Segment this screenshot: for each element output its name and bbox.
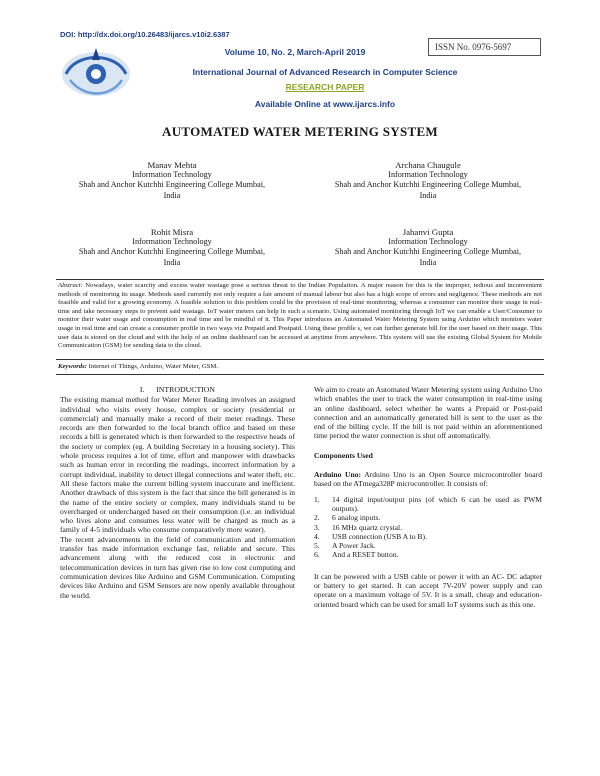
subheading-components-used: Components Used: [314, 450, 373, 460]
list-item: [314, 532, 542, 541]
arduino-feature-list: [314, 495, 542, 560]
author-country: India: [419, 190, 437, 200]
author-name: Jahanvi Gupta: [402, 227, 454, 237]
paper-type: RESEARCH PAPER: [285, 82, 365, 92]
list-item: [314, 541, 542, 550]
list-item: [314, 523, 542, 532]
list-text: 6 analog inputs.: [332, 513, 381, 523]
keywords-bottom-rule: [56, 374, 544, 375]
author-block-4: [318, 227, 538, 268]
list-text: USB connection (USB A to B).: [332, 531, 427, 541]
abstract: [58, 282, 542, 351]
author-block-1: [62, 160, 282, 201]
list-number: 4.: [314, 531, 320, 541]
author-name: Manav Mehta: [147, 160, 197, 170]
author-country: India: [163, 257, 181, 267]
intro-paragraph-1: The existing manual method for Water Meter Reading involves an assigned individual who visits every house, complex or society (residential or commercial) and manually make a record of their meter readings. These records are then forwarded to the local branch office and based on these records a bill is generated which is then forwarded to the respective heads of the society or complex (eg. A building Secretary in a housing society). This whole process requires a lot of time, effort and manpower with drawbacks such as human error in recording the readings, incorrect information by a corrupt individual, inability to detect illegal connections and water theft, etc. All these factors make the current billing system inaccurate and inefficient. Another drawback of this system is the fact that since the bill generated is in the name of the entire society or complex, many individuals stand to be overcharged or undercharged based on their consumption (i.e. an individual who lives alone and consumes less water will be charged as much as a family of 4-5 individuals who consume comparatively more water).: [60, 395, 295, 535]
author-dept: Information Technology: [388, 170, 468, 180]
doi-line: DOI: http://dx.doi.org/10.26483/ijarcs.v10i2.6387: [60, 30, 230, 39]
author-inst: Shah and Anchor Kutchhi Engineering College Mumbai,: [334, 180, 522, 190]
list-item: [314, 550, 542, 559]
author-block-3: [62, 227, 282, 268]
journal-logo-icon: [60, 40, 132, 104]
author-country: India: [163, 190, 181, 200]
author-dept: Information Technology: [388, 237, 468, 247]
abstract-top-rule: [56, 279, 544, 280]
section-heading-introduction: I. INTRODUCTION: [139, 385, 216, 394]
aim-paragraph: We aim to create an Automated Water Metering system using Arduino Uno which enables the user to track the water consumption in real-time using an online dashboard, select whether he wants a Prepaid or Post-paid connection and an automatically generated bill is sent to the user as the end of the billing cycle. If the bill is not paid within an aforementioned time period the water connection is shut off automatically.: [314, 385, 542, 441]
list-number: 2.: [314, 513, 320, 523]
author-inst: Shah and Anchor Kutchhi Engineering College Mumbai,: [78, 247, 266, 257]
power-paragraph: It can be powered with a USB cable or power it with an AC- DC adapter or battery to get started. It can accept 7V-20V power supply and can operate on a maximum voltage of 5V. It is a small, cheap and education-oriented board which can be used for small IoT systems such as this one.: [314, 571, 542, 609]
keywords-label: Keywords:: [58, 363, 87, 370]
abstract-label: Abstract:: [58, 282, 83, 289]
abstract-bottom-rule: [56, 359, 544, 360]
arduino-text: Arduino Uno is an Open Source microcontroller board based on the ATmega328P microcontroller. It consists of:: [314, 470, 542, 489]
issn-box: ISSN No. 0976-5697: [428, 38, 541, 56]
right-column: [314, 385, 542, 609]
list-item: [314, 495, 542, 514]
list-text: A Power Jack.: [332, 541, 376, 551]
abstract-text: Nowadays, water scarcity and excess water wastage pose a serious threat to the Indian Population. A major reason for this is the improper, tedious and inconvenient methods of monitoring its usage. Methods used currently not only require a fair amount of manual labour but also has a high scope of errors and negligence. These methods are not feasible and valid for a growing economy. A feasible solution to this problem could be the provision of real-time monitoring, whereas a consumer can monitor their usage in real-time and take necessary steps to prevent said wastage. IoT water meters can help in such a scenario. Using automated monitoring through IoT we can enable a User/Consumer to monitor their water usage and consumption in real time and be mindful of it. This Paper introduces an Automated Water Metering System using Arduino which monitors water usage in real time and can create a consumer profile in two ways viz Prepaid and Postpaid. Using these profile s, we can further generate bill for the user based on their usage. This user data is stored on the cloud and with the help of an online dashboard can be accessed at anytime from anywhere. This system will use the existing Global System for Mobile Communication (GSM) for sending data to the cloud.: [58, 282, 542, 350]
list-number: 6.: [314, 550, 320, 560]
arduino-paragraph: [314, 470, 542, 489]
paper-title: AUTOMATED WATER METERING SYSTEM: [162, 124, 438, 139]
arduino-label: Arduino Uno:: [314, 470, 362, 480]
author-dept: Information Technology: [132, 170, 212, 180]
journal-name: International Journal of Advanced Research in Computer Science: [192, 67, 458, 77]
author-inst: Shah and Anchor Kutchhi Engineering College Mumbai,: [334, 247, 522, 257]
author-name: Rohit Misra: [150, 227, 194, 237]
intro-paragraph-2: The recent advancements in the field of communication and information transfer has made information exchange fast, reliable and secure. This advancement along with the reduced cost in electronic and telecommunication devices in turn has given rise to low cost computing and communication devices like Arduino and GSM Communication. Computing devices like Arduino and GSM Sensors are now openly available throughout the world.: [60, 534, 295, 600]
online-availability: Available Online at www.ijarcs.info: [254, 99, 396, 109]
list-number: 5.: [314, 541, 320, 551]
author-block-2: [318, 160, 538, 201]
list-number: 3.: [314, 522, 320, 532]
list-item: [314, 513, 542, 522]
author-inst: Shah and Anchor Kutchhi Engineering College Mumbai,: [78, 180, 266, 190]
keywords: [58, 363, 542, 370]
author-dept: Information Technology: [132, 237, 212, 247]
keywords-text: Internet of Things, Arduino, Water Meter, GSM.: [86, 363, 218, 370]
list-text: And a RESET button.: [332, 550, 399, 560]
left-column: [60, 385, 295, 600]
list-text: 14 digital input/output pins (of which 6 can be used as PWM outputs).: [332, 494, 542, 513]
volume-line: Volume 10, No. 2, March-April 2019: [224, 47, 366, 57]
list-text: 16 MHz quartz crystal.: [332, 522, 403, 532]
author-country: India: [419, 257, 437, 267]
list-number: 1.: [314, 494, 320, 504]
author-name: Archana Chaugule: [395, 160, 461, 170]
